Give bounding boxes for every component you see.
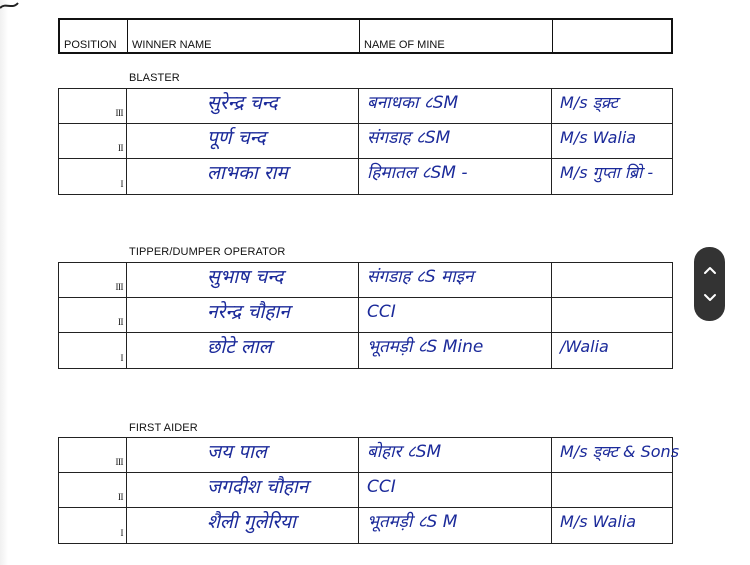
table-row — [59, 508, 672, 543]
table-row — [59, 438, 680, 473]
rank-label: II — [118, 317, 123, 327]
position-cell — [59, 298, 127, 332]
company-cell — [552, 263, 672, 297]
chevron-down-icon — [703, 293, 717, 303]
company-name: M/s ड्क्ट & Sons — [560, 442, 680, 461]
section-label-first-aider: FIRST AIDER — [129, 422, 198, 434]
mine-cell — [359, 333, 552, 368]
rank-label: III — [115, 108, 123, 118]
winner-cell — [127, 89, 359, 123]
mine-cell — [359, 263, 552, 297]
mine-cell — [359, 298, 552, 332]
tipper-dumper-table — [58, 262, 673, 369]
company-name: M/s Walia — [560, 128, 637, 147]
winner-cell — [127, 473, 359, 507]
scroll-control — [694, 247, 725, 321]
winner-cell — [127, 159, 359, 194]
company-name: /Walia — [560, 337, 609, 356]
company-cell — [552, 473, 672, 507]
rank-label: III — [115, 282, 123, 292]
winner-name: सुरेन्द्र चन्द — [207, 92, 278, 114]
winner-name: शैली गुलेरिया — [207, 511, 296, 533]
position-cell — [59, 438, 127, 472]
winner-name: पूर्ण चन्द — [207, 127, 266, 149]
winner-name: छोटे लाल — [207, 336, 272, 358]
table-row — [59, 124, 672, 159]
table-row — [59, 263, 672, 298]
company-cell — [552, 508, 672, 543]
company-cell — [552, 89, 672, 123]
position-cell — [59, 508, 127, 543]
position-cell — [59, 89, 127, 123]
company-cell — [552, 159, 672, 194]
mine-name: बोहार ८SM — [367, 442, 442, 462]
winner-cell — [127, 333, 359, 368]
mine-cell — [359, 159, 552, 194]
chevron-up-icon — [703, 265, 717, 275]
company-name: M/s Walia — [560, 512, 637, 531]
header-name-of-mine: NAME OF MINE — [360, 20, 553, 52]
winner-cell — [127, 124, 359, 158]
company-cell — [552, 333, 672, 368]
blaster-table — [58, 88, 673, 195]
first-aider-table — [58, 437, 680, 544]
position-cell — [59, 124, 127, 158]
mine-name: संगडाह ८SM — [367, 128, 451, 148]
winner-name: सुभाष चन्द — [207, 266, 284, 288]
section-label-tipper-dumper-operator: TIPPER/DUMPER OPERATOR — [129, 246, 286, 258]
position-cell — [59, 263, 127, 297]
mine-name: संगडाह ८S माइन — [367, 267, 474, 287]
table-row — [59, 298, 672, 333]
position-cell — [59, 333, 127, 368]
company-name: M/s गुप्ता ब्रिो - — [560, 163, 654, 182]
header-winner-name: WINNER NAME — [128, 20, 360, 52]
winner-name: लाभका राम — [207, 162, 288, 184]
rank-label: III — [115, 457, 123, 467]
section-label-blaster: BLASTER — [129, 72, 180, 84]
company-cell — [552, 298, 672, 332]
winner-cell — [127, 298, 359, 332]
winner-cell — [127, 438, 359, 472]
table-row — [59, 473, 672, 508]
table-row — [59, 89, 672, 124]
position-cell — [59, 473, 127, 507]
mine-name: हिमातल ८SM - — [367, 163, 468, 183]
winner-cell — [127, 263, 359, 297]
company-cell — [552, 124, 672, 158]
mine-cell — [359, 473, 552, 507]
mine-name: CCI — [367, 477, 396, 497]
scroll-down-button[interactable] — [694, 283, 725, 313]
mine-name: भूतमड़ी ८S M — [367, 512, 458, 532]
header-table — [58, 18, 673, 54]
table-row — [59, 333, 672, 368]
table-row — [59, 159, 672, 194]
mine-cell — [359, 124, 552, 158]
header-position: POSITION — [60, 20, 128, 52]
mine-cell — [359, 438, 552, 472]
mine-cell — [359, 89, 552, 123]
company-cell — [552, 438, 680, 472]
mine-name: CCI — [367, 302, 396, 322]
winner-cell — [127, 508, 359, 543]
position-cell — [59, 159, 127, 194]
winner-name: जय पाल — [207, 441, 267, 463]
rank-label: II — [118, 492, 123, 502]
page-edge-shadow — [0, 0, 8, 565]
rank-label: I — [120, 353, 123, 363]
header-extra — [553, 20, 671, 52]
scroll-up-button[interactable] — [694, 255, 725, 285]
rank-label: I — [120, 528, 123, 538]
winner-name: नरेन्द्र चौहान — [207, 301, 290, 323]
handwritten-stroke-fragment — [0, 0, 60, 12]
mine-name: बनाधका ८SM — [367, 93, 459, 113]
company-name: M/s ड्क्र्ट — [560, 93, 618, 112]
rank-label: I — [120, 179, 123, 189]
mine-cell — [359, 508, 552, 543]
rank-label: II — [118, 143, 123, 153]
winner-name: जगदीश चौहान — [207, 476, 309, 498]
mine-name: भूतमड़ी ८S Mine — [367, 337, 484, 357]
